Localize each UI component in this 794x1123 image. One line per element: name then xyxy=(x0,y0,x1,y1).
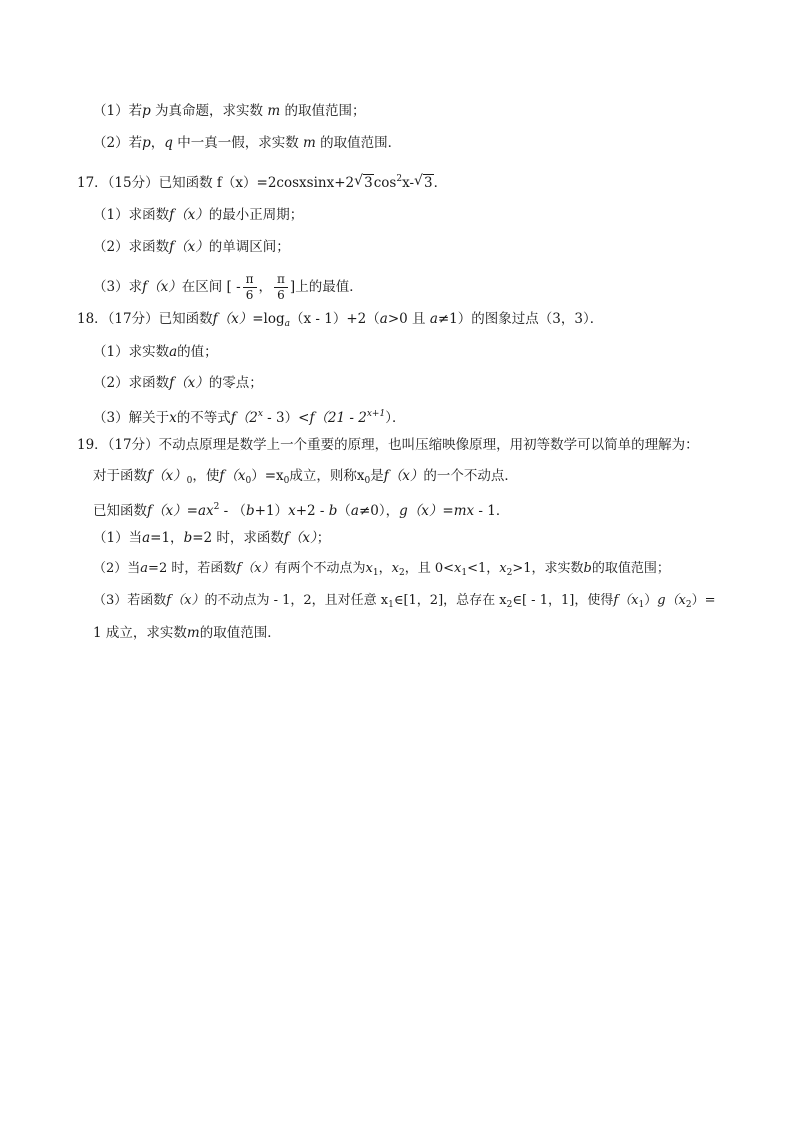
p17-q2: （2）求函数f（x）的单调区间； xyxy=(93,239,290,255)
p19-functions: 已知函数$f(x)=ax^2 - (b+1)x+2 - b(a\ne 0)$，g（x）=mx - 1． xyxy=(93,502,510,519)
p16-part1: （1）若p 为真命题，求实数 m 的取值范围； xyxy=(93,103,366,119)
p19-definition: 对于函数$f(x)_0$，使$f(x_0)=x_0$成立，则称$x_0$是f（x）的一个不动点． xyxy=(93,468,518,486)
p17-formula: f（x）=2cosxsinx+2√ $3\cos^2x-√$ 3． xyxy=(217,175,447,191)
p17-q3: （3）求f（x）在区间 [ - $\frac{\pi}{6}$ ， $\frac{\pi}{6}$ ]上的最值． xyxy=(93,272,363,302)
p18-q1: （1）求实数a的值； xyxy=(93,344,218,360)
p18-q3: （3）解关于x的不等式$f(2^x - 3)<f(21 - 2^{x+1})$． xyxy=(93,409,406,426)
p16-part2: （2）若p，q 中一真一假，求实数 m 的取值范围． xyxy=(93,135,402,151)
p19-q3-line2: 1 成立，求实数m的取值范围． xyxy=(93,625,281,641)
sqrt-symbol: √ 3 xyxy=(414,174,434,192)
p19-q3-line1: （3）若函数f（x）的不动点为 - 1，2，且对任意 $x_1\in[1$，2]，总存在 $x_2\in[ - 1$，1]，使得$f(x_1)g(x_2)=$ xyxy=(93,593,716,610)
fraction-pi-6: $\frac{\pi}{6}$ xyxy=(243,272,257,303)
p19-q1: （1）当a=1，b=2 时，求函数f（x）； xyxy=(93,530,331,546)
p18-q2: （2）求函数f（x）的零点； xyxy=(93,375,263,391)
p19-intro: 19．（17分）不动点原理是数学上一个重要的原理，也叫压缩映像原理，用初等数学可以简单的理解为： xyxy=(77,437,699,453)
p19-q2: （2）当a=2 时，若函数f（x）有两个不动点为$x_1$，$x_2$，且 $0<x_1<1$，$x_2>1$，求实数b的取值范围； xyxy=(93,561,670,578)
p18-statement: 18．（17分）已知函数$f(x)=\log_a(x - 1)+2(a>0$ 且 a≠1）的图象过点（3，3）． xyxy=(77,311,604,329)
p17-statement: 17．（15分）已知函数 f（x）=2cosxsinx+2√ $3\cos^2x-√$ 3． xyxy=(77,170,447,192)
fraction-pi-6: $\frac{\pi}{6}$ xyxy=(274,272,288,303)
sqrt-symbol: √ 3 xyxy=(354,174,374,192)
p17-q1: （1）求函数f（x）的最小正周期； xyxy=(93,207,304,223)
